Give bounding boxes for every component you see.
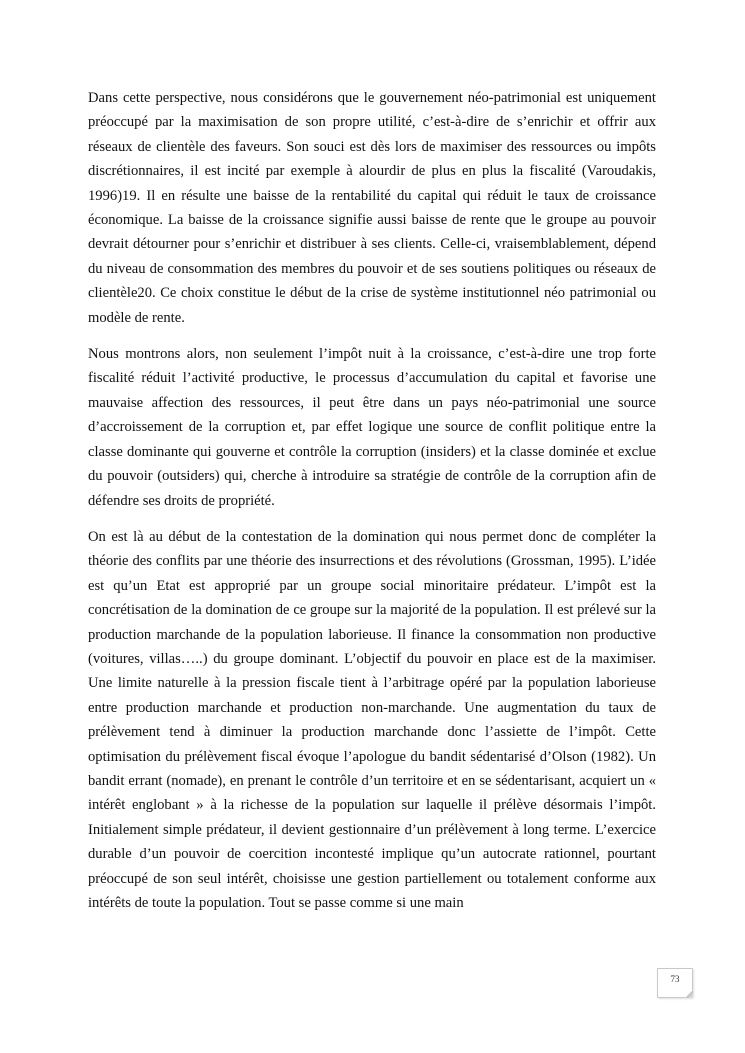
page-number: 73 [670,974,680,984]
paragraph: On est là au début de la contestation de la domination qui nous permet donc de compléter la théorie des conflits par une théorie des insurrections et des révolutions (Grossman, 1995). L’idée est qu’un Etat est approprié par un groupe social minoritaire prédateur. L’impôt est la concrétisation de la domination de ce groupe sur la majorité de la population. Il est prélevé sur la production marchande de la population laborieuse. Il finance la consommation non productive (voitures, villas…..) du groupe dominant. L’objectif du pouvoir en place est de la maximiser. Une limite naturelle à la pression fiscale tient à l’arbitrage opéré par la population laborieuse entre production marchande et production non-marchande. Une augmentation du taux de prélèvement tend à diminuer la production marchande donc l’assiette de l’impôt. Cette optimisation du prélèvement fiscal évoque l’apologue du bandit sédentarisé d’Olson (1982). Un bandit errant (nomade), en prenant le contrôle d’un territoire et en se sédentarisant, acquiert un « intérêt englobant » à la richesse de la population sur laquelle il prélève désormais l’impôt. Initialement simple prédateur, il devient gestionnaire d’un prélèvement à long terme. L’exercice durable d’un pouvoir de coercition incontesté implique qu’un autocrate rationnel, pourtant préoccupé de son seul intérêt, choisisse une gestion partiellement ou totalement conforme aux intérêts de toute la population. Tout se passe comme si une main [88,528,656,911]
paragraph: Dans cette perspective, nous considérons que le gouvernement néo-patrimonial est uniquement préoccupé par la maximisation de son propre utilité, c’est-à-dire de s’enrichir et offrir aux réseaux de clientèle des faveurs. Son souci est dès lors de maximiser des ressources ou impôts discrétionnaires, il est incité par exemple à alourdir de plus en plus la fiscalité (Varoudakis, 1996)19. Il en résulte une baisse de la rentabilité du capital qui réduit le taux de croissance économique. La baisse de la croissance signifie aussi baisse de rente que le groupe au pouvoir devrait détourner pour s’enrichir et distribuer à ses clients. Celle-ci, vraisemblablement, dépend du niveau de consommation des membres du pouvoir et de ses soutiens politiques ou réseaux de clientèle20. Ce choix constitue le début de la crise de système institutionnel néo patrimonial ou modèle de rente. [88,90,656,326]
page-number-box [657,968,693,998]
page-body [88,86,656,927]
paragraph: Nous montrons alors, non seulement l’impôt nuit à la croissance, c’est-à-dire une trop forte fiscalité réduit l’activité productive, le processus d’accumulation du capital et favorise une mauvaise affection des ressources, il peut être dans un pays néo-patrimonial une source d’accroissement de la corruption et, par effet logique une source de conflit politique entre la classe dominante qui gouverne et contrôle la corruption (insiders) et la classe dominée et exclue du pouvoir (outsiders) qui, cherche à introduire sa stratégie de contrôle de la corruption afin de défendre ses droits de propriété. [88,346,656,509]
